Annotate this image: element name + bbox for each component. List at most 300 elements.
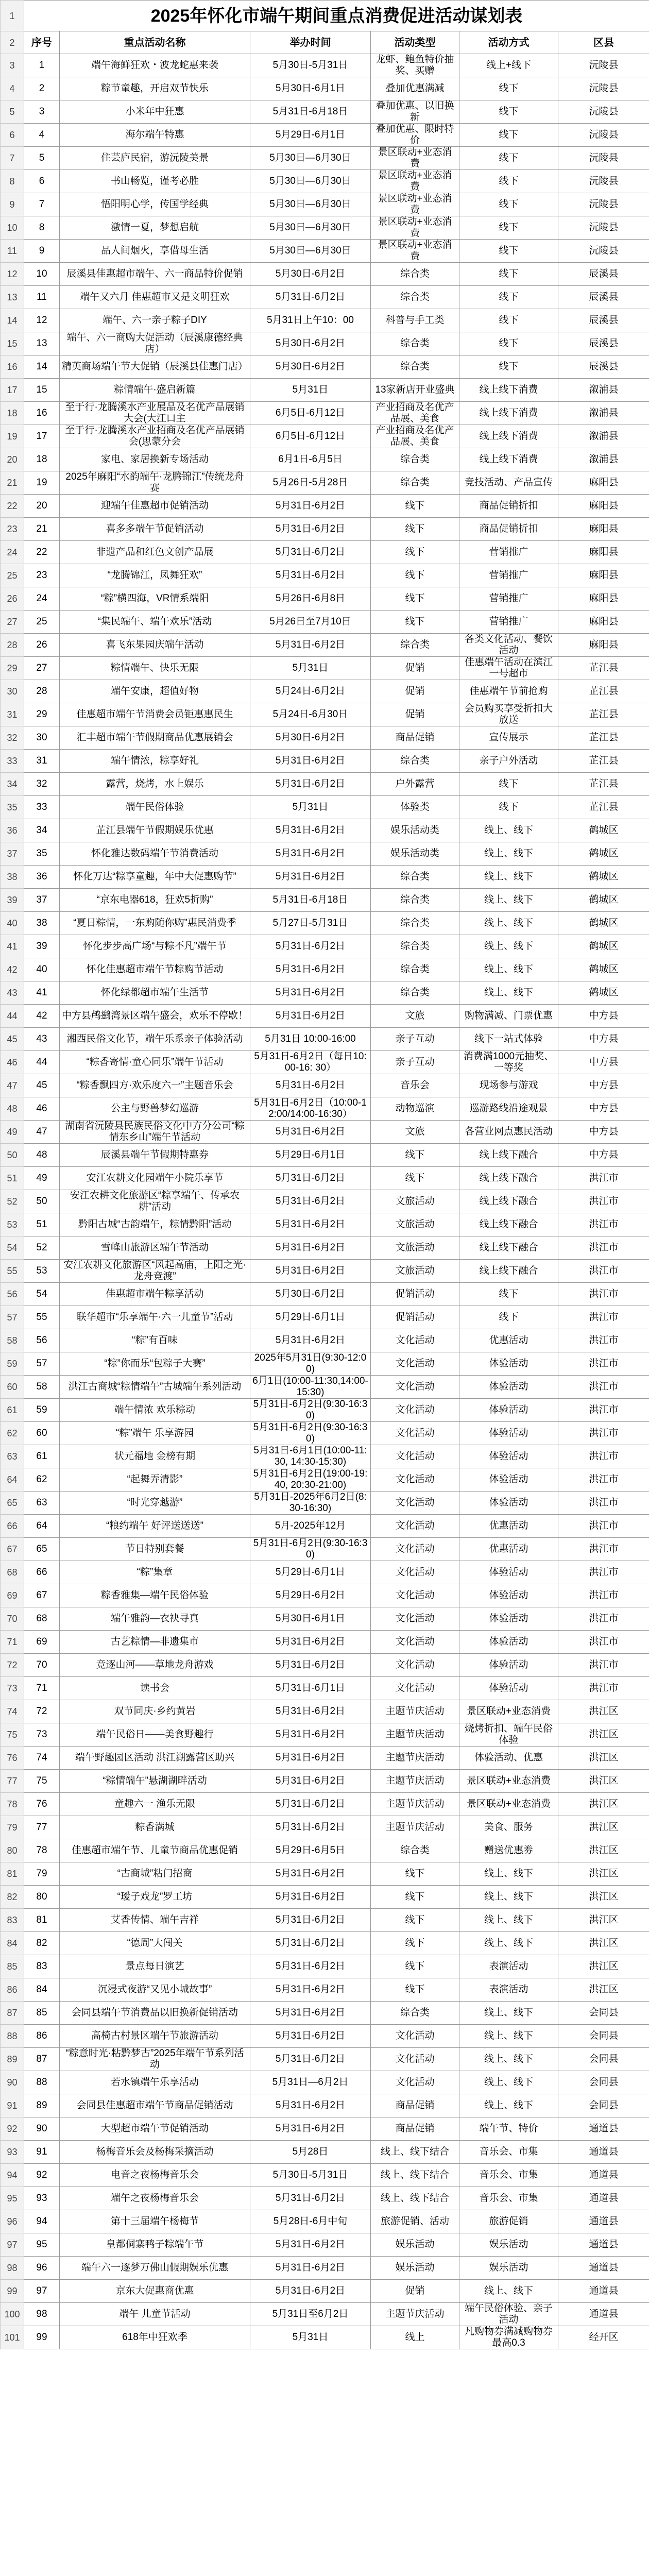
cell-type[interactable]: 综合类 (371, 263, 459, 286)
cell-activity-name[interactable]: 618年中狂欢季 (60, 2326, 250, 2349)
cell-mode[interactable]: 线上、线下 (459, 2094, 558, 2117)
cell-mode[interactable]: 线上、线下 (459, 2025, 558, 2048)
cell-mode[interactable]: 线上、线下 (459, 935, 558, 958)
cell-type[interactable]: 文旅活动 (371, 1260, 459, 1283)
cell-district[interactable]: 中方县 (558, 1144, 649, 1167)
cell-mode[interactable]: 线上线下消费 (459, 448, 558, 471)
cell-mode[interactable]: 线上线下消费 (459, 379, 558, 402)
cell-mode[interactable]: 旅游促销 (459, 2210, 558, 2233)
cell-time[interactable]: 5月31日-6月1日 (250, 1677, 371, 1700)
cell-mode[interactable]: 线下 (459, 170, 558, 193)
cell-district[interactable]: 辰溪县 (558, 263, 649, 286)
cell-time[interactable]: 5月28日-6月中旬 (250, 2210, 371, 2233)
cell-time[interactable]: 5月31日-6月2日 (250, 1005, 371, 1028)
cell-type[interactable]: 综合类 (371, 2002, 459, 2025)
cell-district[interactable]: 中方县 (558, 1097, 649, 1121)
cell-time[interactable]: 5月31日-6月2日 (250, 1329, 371, 1352)
cell-index[interactable]: 56 (24, 1329, 60, 1352)
cell-district[interactable]: 洪江市 (558, 1607, 649, 1631)
cell-activity-name[interactable]: “古商城”粘门招商 (60, 1862, 250, 1886)
cell-district[interactable]: 通道县 (558, 2233, 649, 2257)
cell-district[interactable]: 中方县 (558, 1121, 649, 1144)
cell-time[interactable]: 5月29日-6月2日 (250, 1584, 371, 1607)
cell-district[interactable]: 中方县 (558, 1005, 649, 1028)
cell-type[interactable]: 娱乐活动类 (371, 819, 459, 842)
cell-index[interactable]: 32 (24, 773, 60, 796)
cell-district[interactable]: 洪江区 (558, 1770, 649, 1793)
cell-activity-name[interactable]: 湖南省沅陵县民族民俗文化中方分公司“粽情东乡山”端午节活动 (60, 1121, 250, 1144)
cell-district[interactable]: 洪江区 (558, 1747, 649, 1770)
cell-index[interactable]: 79 (24, 1862, 60, 1886)
cell-index[interactable]: 80 (24, 1886, 60, 1909)
cell-activity-name[interactable]: 非遗产品和红色文创产品展 (60, 541, 250, 564)
cell-activity-name[interactable]: “粽香寄情·童心同乐”端午节活动 (60, 1051, 250, 1074)
cell-index[interactable]: 5 (24, 147, 60, 170)
cell-district[interactable]: 麻阳县 (558, 495, 649, 518)
cell-type[interactable]: 文化活动 (371, 1329, 459, 1352)
cell-type[interactable]: 文化活动 (371, 1445, 459, 1468)
cell-index[interactable]: 60 (24, 1422, 60, 1445)
cell-type[interactable]: 文化活动 (371, 1584, 459, 1607)
cell-type[interactable]: 线上、线下结合 (371, 2187, 459, 2210)
cell-mode[interactable]: 线下 (459, 216, 558, 240)
cell-mode[interactable]: 表演活动 (459, 1978, 558, 2002)
cell-mode[interactable]: 音乐会、市集 (459, 2164, 558, 2187)
cell-index[interactable]: 18 (24, 448, 60, 471)
cell-mode[interactable]: 线上线下融合 (459, 1167, 558, 1190)
cell-mode[interactable]: 线上、线下 (459, 842, 558, 866)
cell-activity-name[interactable]: 第十三届端午杨梅节 (60, 2210, 250, 2233)
cell-type[interactable]: 综合类 (371, 889, 459, 912)
cell-index[interactable]: 77 (24, 1816, 60, 1839)
cell-district[interactable]: 沅陵县 (558, 147, 649, 170)
cell-index[interactable]: 31 (24, 750, 60, 773)
cell-type[interactable]: 文化活动 (371, 1352, 459, 1376)
cell-activity-name[interactable]: 辰溪县佳惠超市端午、六一商品特价促销 (60, 263, 250, 286)
cell-type[interactable]: 线上、线下结合 (371, 2164, 459, 2187)
cell-district[interactable]: 会同县 (558, 2094, 649, 2117)
cell-time[interactable]: 5月31日-6月18日 (250, 100, 371, 124)
cell-time[interactable]: 5月31日-6月2日 (250, 1260, 371, 1283)
cell-type[interactable]: 娱乐活动类 (371, 842, 459, 866)
cell-time[interactable]: 5月31日-6月2日 (250, 842, 371, 866)
cell-type[interactable]: 文旅活动 (371, 1236, 459, 1260)
cell-index[interactable]: 50 (24, 1190, 60, 1213)
cell-type[interactable]: 文化活动 (371, 1492, 459, 1515)
cell-district[interactable]: 洪江市 (558, 1584, 649, 1607)
cell-index[interactable]: 48 (24, 1144, 60, 1167)
cell-mode[interactable]: 线上、线下 (459, 2002, 558, 2025)
cell-time[interactable]: 5月24日-6月30日 (250, 703, 371, 726)
cell-time[interactable]: 5月31日-6月2日 (250, 2117, 371, 2141)
cell-mode[interactable]: 体验活动、优惠 (459, 1747, 558, 1770)
cell-index[interactable]: 72 (24, 1700, 60, 1723)
cell-activity-name[interactable]: “粽”横四海，VR情系端阳 (60, 587, 250, 611)
cell-district[interactable]: 辰溪县 (558, 309, 649, 332)
cell-time[interactable]: 5月31日-6月2日 (250, 2280, 371, 2303)
cell-mode[interactable]: 景区联动+业态消费 (459, 1770, 558, 1793)
cell-type[interactable]: 线下 (371, 495, 459, 518)
cell-time[interactable]: 5月31日-6月2日 (250, 2233, 371, 2257)
cell-activity-name[interactable]: 汇丰超市端午节假期商品优惠展销会 (60, 726, 250, 750)
cell-activity-name[interactable]: 粽香雅集—端午民俗体验 (60, 1584, 250, 1607)
cell-time[interactable]: 5月31日-6月18日 (250, 889, 371, 912)
cell-district[interactable]: 洪江区 (558, 1978, 649, 2002)
cell-district[interactable]: 辰溪县 (558, 355, 649, 379)
cell-index[interactable]: 67 (24, 1584, 60, 1607)
cell-time[interactable]: 5月30日—6月30日 (250, 216, 371, 240)
cell-index[interactable]: 63 (24, 1492, 60, 1515)
cell-activity-name[interactable]: 端午雅韵—衣袂寻真 (60, 1607, 250, 1631)
cell-type[interactable]: 景区联动+业态消费 (371, 240, 459, 263)
cell-time[interactable]: 5月31日-6月2日 (250, 1167, 371, 1190)
cell-district[interactable]: 洪江区 (558, 1816, 649, 1839)
cell-activity-name[interactable]: “粽”你而乐“包粽子大赛” (60, 1352, 250, 1376)
cell-index[interactable]: 16 (24, 402, 60, 425)
cell-time[interactable]: 5月31日-6月2日 (250, 2025, 371, 2048)
cell-type[interactable]: 亲子互动 (371, 1051, 459, 1074)
cell-type[interactable]: 户外露营 (371, 773, 459, 796)
cell-time[interactable]: 5月30日-5月31日 (250, 2164, 371, 2187)
cell-district[interactable]: 通道县 (558, 2280, 649, 2303)
cell-activity-name[interactable]: 怀化万达“粽享童趣，年中大促惠购节” (60, 866, 250, 889)
cell-index[interactable]: 75 (24, 1770, 60, 1793)
cell-mode[interactable]: 线上、线下 (459, 889, 558, 912)
cell-district[interactable]: 沅陵县 (558, 77, 649, 100)
cell-type[interactable]: 景区联动+业态消费 (371, 216, 459, 240)
cell-mode[interactable]: 美食、服务 (459, 1816, 558, 1839)
cell-index[interactable]: 85 (24, 2002, 60, 2025)
cell-index[interactable]: 41 (24, 981, 60, 1005)
cell-activity-name[interactable]: 若水镇端午乐享活动 (60, 2071, 250, 2094)
cell-mode[interactable]: 体验活动 (459, 1492, 558, 1515)
cell-type[interactable]: 文化活动 (371, 1376, 459, 1399)
cell-district[interactable]: 中方县 (558, 1074, 649, 1097)
cell-mode[interactable]: 体验活动 (459, 1445, 558, 1468)
cell-time[interactable]: 5月31日-6月2日 (250, 2048, 371, 2071)
cell-type[interactable]: 旅游促销、活动 (371, 2210, 459, 2233)
cell-time[interactable]: 5月31日-6月2日 (250, 958, 371, 981)
cell-district[interactable]: 通道县 (558, 2187, 649, 2210)
cell-type[interactable]: 商品促销 (371, 2094, 459, 2117)
cell-time[interactable]: 5月31日-6月2日 (250, 1654, 371, 1677)
cell-activity-name[interactable]: 安江农耕文化园端午小院乐享节 (60, 1167, 250, 1190)
cell-mode[interactable]: 会员购买享受折扣大放送 (459, 703, 558, 726)
cell-district[interactable]: 芷江县 (558, 773, 649, 796)
cell-mode[interactable]: 线上、线下 (459, 1886, 558, 1909)
cell-activity-name[interactable]: 端午情浓，粽享好礼 (60, 750, 250, 773)
cell-mode[interactable]: 线下 (459, 263, 558, 286)
cell-district[interactable]: 鹤城区 (558, 866, 649, 889)
cell-index[interactable]: 73 (24, 1723, 60, 1747)
cell-type[interactable]: 综合类 (371, 448, 459, 471)
cell-time[interactable]: 5月30日—6月30日 (250, 170, 371, 193)
cell-district[interactable]: 会同县 (558, 2071, 649, 2094)
cell-activity-name[interactable]: 公主与野兽梦幻巡游 (60, 1097, 250, 1121)
cell-time[interactable]: 5月31日-6月2日 (250, 1631, 371, 1654)
cell-type[interactable]: 文化活动 (371, 1607, 459, 1631)
cell-type[interactable]: 体验类 (371, 796, 459, 819)
cell-activity-name[interactable]: 黔阳古城“古韵端午，粽情黔阳”活动 (60, 1213, 250, 1236)
cell-activity-name[interactable]: “粽意时光·粘黔梦古”2025年端午节系列活动 (60, 2048, 250, 2071)
cell-time[interactable]: 5月26日-5月28日 (250, 471, 371, 495)
cell-mode[interactable]: 亲子户外活动 (459, 750, 558, 773)
cell-type[interactable]: 主题节庆活动 (371, 1700, 459, 1723)
cell-index[interactable]: 98 (24, 2303, 60, 2326)
cell-time[interactable]: 5月31日-6月2日(9:30-16:30) (250, 1538, 371, 1561)
cell-district[interactable]: 洪江区 (558, 1862, 649, 1886)
cell-mode[interactable]: 巡游路线沿途观景 (459, 1097, 558, 1121)
cell-type[interactable]: 综合类 (371, 1839, 459, 1862)
cell-mode[interactable]: 线上、线下 (459, 2071, 558, 2094)
cell-time[interactable]: 5月28日 (250, 2141, 371, 2164)
cell-activity-name[interactable]: 端午海鲜狂欢・波龙蛇惠来袭 (60, 54, 250, 77)
cell-type[interactable]: 文化活动 (371, 1515, 459, 1538)
cell-mode[interactable]: 体验活动 (459, 1422, 558, 1445)
cell-time[interactable]: 5月30日-6月2日 (250, 332, 371, 355)
cell-index[interactable]: 43 (24, 1028, 60, 1051)
cell-activity-name[interactable]: 安江农耕文化旅游区“风起高庙，上阳之光·龙舟竞渡” (60, 1260, 250, 1283)
cell-type[interactable]: 文化活动 (371, 1654, 459, 1677)
cell-mode[interactable]: 线上、线下 (459, 819, 558, 842)
cell-index[interactable]: 66 (24, 1561, 60, 1584)
cell-activity-name[interactable]: 中方县鸬鹚湾景区端午盛会，欢乐不停歇！ (60, 1005, 250, 1028)
cell-mode[interactable]: 线上线下融合 (459, 1190, 558, 1213)
cell-time[interactable]: 5月31日-6月2日 (250, 1955, 371, 1978)
cell-district[interactable]: 洪江区 (558, 1909, 649, 1932)
cell-index[interactable]: 59 (24, 1399, 60, 1422)
cell-mode[interactable]: 烧烤折扣、端午民俗体验 (459, 1723, 558, 1747)
cell-activity-name[interactable]: 杨梅音乐会及杨梅采摘活动 (60, 2141, 250, 2164)
cell-index[interactable]: 15 (24, 379, 60, 402)
cell-time[interactable]: 5月31日-6月2日（10:00-12:00/14:00-16:30） (250, 1097, 371, 1121)
cell-index[interactable]: 55 (24, 1306, 60, 1329)
cell-mode[interactable]: 佳惠端午活动在滨江一号超市 (459, 657, 558, 680)
cell-index[interactable]: 62 (24, 1468, 60, 1492)
cell-time[interactable]: 5月31日-6月2日 (250, 1886, 371, 1909)
cell-time[interactable]: 5月30日-6月2日 (250, 1283, 371, 1306)
cell-district[interactable]: 洪江区 (558, 1886, 649, 1909)
cell-mode[interactable]: 优惠活动 (459, 1329, 558, 1352)
cell-time[interactable]: 5月30日-6月1日 (250, 77, 371, 100)
cell-mode[interactable]: 优惠活动 (459, 1538, 558, 1561)
cell-index[interactable]: 64 (24, 1515, 60, 1538)
cell-activity-name[interactable]: “粽香飘四方·欢乐度六一”主题音乐会 (60, 1074, 250, 1097)
cell-district[interactable]: 麻阳县 (558, 518, 649, 541)
cell-type[interactable]: 文化活动 (371, 2071, 459, 2094)
cell-type[interactable]: 线下 (371, 564, 459, 587)
cell-type[interactable]: 促销 (371, 680, 459, 703)
cell-type[interactable]: 文化活动 (371, 1468, 459, 1492)
cell-district[interactable]: 沅陵县 (558, 193, 649, 216)
cell-time[interactable]: 5月30日-6月2日 (250, 726, 371, 750)
cell-district[interactable]: 通道县 (558, 2257, 649, 2280)
cell-district[interactable]: 洪江市 (558, 1677, 649, 1700)
cell-index[interactable]: 65 (24, 1538, 60, 1561)
cell-activity-name[interactable]: 粽情端午·盛启新篇 (60, 379, 250, 402)
cell-district[interactable]: 麻阳县 (558, 541, 649, 564)
cell-district[interactable]: 沅陵县 (558, 124, 649, 147)
cell-mode[interactable]: 线上线下消费 (459, 425, 558, 448)
cell-mode[interactable]: 表演活动 (459, 1955, 558, 1978)
cell-mode[interactable]: 线上、线下 (459, 2048, 558, 2071)
cell-index[interactable]: 51 (24, 1213, 60, 1236)
cell-mode[interactable]: 线下 (459, 332, 558, 355)
cell-type[interactable]: 产业招商及名优产品展、美食 (371, 402, 459, 425)
cell-type[interactable]: 娱乐活动 (371, 2233, 459, 2257)
cell-index[interactable]: 34 (24, 819, 60, 842)
cell-district[interactable]: 洪江区 (558, 1955, 649, 1978)
cell-activity-name[interactable]: 端午 儿童节活动 (60, 2303, 250, 2326)
cell-mode[interactable]: 营销推广 (459, 611, 558, 634)
cell-type[interactable]: 综合类 (371, 750, 459, 773)
cell-index[interactable]: 28 (24, 680, 60, 703)
cell-mode[interactable]: 线上线下融合 (459, 1213, 558, 1236)
cell-district[interactable]: 中方县 (558, 1028, 649, 1051)
cell-activity-name[interactable]: 沉浸式夜游“又见小城故事” (60, 1978, 250, 2002)
cell-index[interactable]: 35 (24, 842, 60, 866)
cell-activity-name[interactable]: “粽”有百味 (60, 1329, 250, 1352)
cell-mode[interactable]: 线上、线下 (459, 2280, 558, 2303)
cell-mode[interactable]: 线下 (459, 100, 558, 124)
cell-index[interactable]: 49 (24, 1167, 60, 1190)
cell-type[interactable]: 娱乐活动 (371, 2257, 459, 2280)
cell-activity-name[interactable]: 联华超市“乐享端午·六一儿童节”活动 (60, 1306, 250, 1329)
cell-time[interactable]: 5月31日-6月2日 (250, 1770, 371, 1793)
cell-activity-name[interactable]: 佳惠超市端午粽享活动 (60, 1283, 250, 1306)
cell-time[interactable]: 5月31日上午10：00 (250, 309, 371, 332)
cell-type[interactable]: 叠加优惠满减 (371, 77, 459, 100)
cell-district[interactable]: 洪江市 (558, 1538, 649, 1561)
cell-type[interactable]: 主题节庆活动 (371, 1770, 459, 1793)
cell-district[interactable]: 中方县 (558, 1051, 649, 1074)
cell-index[interactable]: 22 (24, 541, 60, 564)
cell-activity-name[interactable]: “德周”大闯关 (60, 1932, 250, 1955)
cell-activity-name[interactable]: 大型超市端午节促销活动 (60, 2117, 250, 2141)
cell-activity-name[interactable]: “夏日粽情，一东购随你购”惠民消费季 (60, 912, 250, 935)
cell-type[interactable]: 线上 (371, 2326, 459, 2349)
cell-activity-name[interactable]: 安江农耕文化旅游区“粽享端午、传承农耕”活动 (60, 1190, 250, 1213)
cell-type[interactable]: 综合类 (371, 471, 459, 495)
cell-type[interactable]: 文化活动 (371, 1422, 459, 1445)
cell-index[interactable]: 57 (24, 1352, 60, 1376)
cell-activity-name[interactable]: 状元福地 金榜有期 (60, 1445, 250, 1468)
cell-activity-name[interactable]: 海尔端午特惠 (60, 124, 250, 147)
cell-time[interactable]: 5月31日-6月2日 (250, 1074, 371, 1097)
cell-district[interactable]: 洪江市 (558, 1283, 649, 1306)
cell-mode[interactable]: 线上、线下 (459, 1932, 558, 1955)
cell-time[interactable]: 5月31日-6月2日 (250, 1121, 371, 1144)
cell-time[interactable]: 5月29日-6月1日 (250, 1561, 371, 1584)
cell-mode[interactable]: 线下 (459, 286, 558, 309)
cell-mode[interactable]: 音乐会、市集 (459, 2187, 558, 2210)
cell-activity-name[interactable]: “粮约端午 好评送送送” (60, 1515, 250, 1538)
cell-index[interactable]: 25 (24, 611, 60, 634)
cell-activity-name[interactable]: 古艺粽情—非遗集市 (60, 1631, 250, 1654)
cell-activity-name[interactable]: 端午情浓 欢乐粽动 (60, 1399, 250, 1422)
cell-district[interactable]: 芷江县 (558, 657, 649, 680)
cell-mode[interactable]: 营销推广 (459, 587, 558, 611)
cell-activity-name[interactable]: 粽香满城 (60, 1816, 250, 1839)
cell-index[interactable]: 13 (24, 332, 60, 355)
cell-time[interactable]: 5月31日-6月2日 (250, 634, 371, 657)
cell-mode[interactable]: 宣传展示 (459, 726, 558, 750)
cell-time[interactable]: 5月31日-6月2日 (250, 2257, 371, 2280)
cell-mode[interactable]: 线上、线下 (459, 958, 558, 981)
cell-type[interactable]: 综合类 (371, 935, 459, 958)
cell-mode[interactable]: 凡购物券满减购物券最高0.3 (459, 2326, 558, 2349)
cell-mode[interactable]: 线下一站式体验 (459, 1028, 558, 1051)
cell-type[interactable]: 线下 (371, 587, 459, 611)
cell-district[interactable]: 洪江市 (558, 1306, 649, 1329)
cell-activity-name[interactable]: “粽”集章 (60, 1561, 250, 1584)
cell-district[interactable]: 溆浦县 (558, 448, 649, 471)
cell-index[interactable]: 42 (24, 1005, 60, 1028)
cell-activity-name[interactable]: 住芸庐民宿，游沅陵美景 (60, 147, 250, 170)
cell-activity-name[interactable]: 童趣六一 渔乐无限 (60, 1793, 250, 1816)
cell-time[interactable]: 5月31日-6月2日 (250, 2002, 371, 2025)
cell-time[interactable]: 5月27日-5月31日 (250, 912, 371, 935)
cell-index[interactable]: 20 (24, 495, 60, 518)
cell-district[interactable]: 洪江市 (558, 1213, 649, 1236)
cell-mode[interactable]: 线上、线下 (459, 912, 558, 935)
cell-mode[interactable]: 线下 (459, 1306, 558, 1329)
cell-activity-name[interactable]: 喜多多端午节促销活动 (60, 518, 250, 541)
cell-time[interactable]: 5月31日至6月2日 (250, 2303, 371, 2326)
cell-district[interactable]: 沅陵县 (558, 54, 649, 77)
cell-activity-name[interactable]: 会同县端午节消费品以旧换新促销活动 (60, 2002, 250, 2025)
cell-district[interactable]: 洪江市 (558, 1515, 649, 1538)
cell-type[interactable]: 主题节庆活动 (371, 1723, 459, 1747)
cell-time[interactable]: 5月31日 10:00-16:00 (250, 1028, 371, 1051)
cell-type[interactable]: 线下 (371, 541, 459, 564)
cell-time[interactable]: 5月31日 (250, 379, 371, 402)
cell-district[interactable]: 洪江市 (558, 1167, 649, 1190)
cell-activity-name[interactable]: 会同县佳惠超市端午节商品促销活动 (60, 2094, 250, 2117)
cell-index[interactable]: 33 (24, 796, 60, 819)
cell-mode[interactable]: 体验活动 (459, 1677, 558, 1700)
cell-district[interactable]: 通道县 (558, 2117, 649, 2141)
cell-index[interactable]: 40 (24, 958, 60, 981)
cell-activity-name[interactable]: 洪江古商城“粽情端午”古城端午系列活动 (60, 1376, 250, 1399)
cell-mode[interactable]: 线下 (459, 147, 558, 170)
cell-district[interactable]: 洪江区 (558, 1839, 649, 1862)
cell-district[interactable]: 会同县 (558, 2002, 649, 2025)
cell-mode[interactable]: 线上线下消费 (459, 402, 558, 425)
cell-activity-name[interactable]: “瑷子戏龙”罗工坊 (60, 1886, 250, 1909)
cell-time[interactable]: 5月31日-6月2日（每日10:00-16: 30） (250, 1051, 371, 1074)
cell-index[interactable]: 6 (24, 170, 60, 193)
cell-type[interactable]: 促销活动 (371, 1306, 459, 1329)
cell-index[interactable]: 53 (24, 1260, 60, 1283)
cell-activity-name[interactable]: 悟阳明心学，传国学经典 (60, 193, 250, 216)
cell-index[interactable]: 29 (24, 703, 60, 726)
cell-district[interactable]: 沅陵县 (558, 240, 649, 263)
cell-type[interactable]: 综合类 (371, 981, 459, 1005)
cell-activity-name[interactable]: 湘西民俗文化节，端午乐系亲子体验活动 (60, 1028, 250, 1051)
cell-district[interactable]: 洪江市 (558, 1352, 649, 1376)
cell-index[interactable]: 23 (24, 564, 60, 587)
cell-activity-name[interactable]: 端午民俗日——美食野趣行 (60, 1723, 250, 1747)
cell-time[interactable]: 5月29日-6月5日 (250, 1839, 371, 1862)
cell-index[interactable]: 27 (24, 657, 60, 680)
cell-index[interactable]: 70 (24, 1654, 60, 1677)
cell-index[interactable]: 90 (24, 2117, 60, 2141)
cell-time[interactable]: 5月31日-6月2日 (250, 750, 371, 773)
cell-index[interactable]: 76 (24, 1793, 60, 1816)
cell-time[interactable]: 5月30日—6月30日 (250, 193, 371, 216)
cell-type[interactable]: 商品促销 (371, 2117, 459, 2141)
